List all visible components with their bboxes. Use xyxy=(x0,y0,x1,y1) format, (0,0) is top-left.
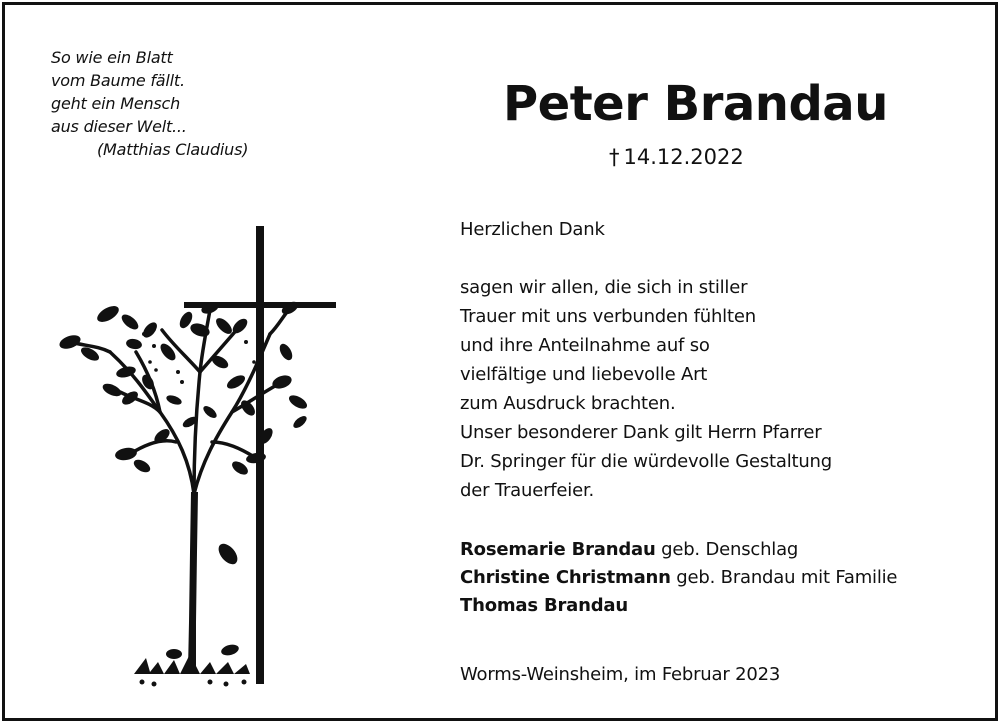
message-line: Trauer mit uns verbunden fühlten xyxy=(460,306,756,327)
signers-list xyxy=(460,536,897,620)
message-line: vielfältige und liebevolle Art xyxy=(460,364,708,385)
message-line: der Trauerfeier. xyxy=(460,480,595,501)
thanks-heading: Herzlichen Dank xyxy=(460,219,605,240)
signer-row xyxy=(460,564,897,592)
signer-row xyxy=(460,536,897,564)
message-line: Unser besonderer Dank gilt Herrn Pfarrer xyxy=(460,422,822,443)
message-line: und ihre Anteilnahme auf so xyxy=(460,335,710,356)
death-cross-icon: † xyxy=(609,145,620,169)
message-line: sagen wir allen, die sich in stiller xyxy=(460,277,748,298)
tree-leaves xyxy=(58,299,310,686)
quote-line: So wie ein Blatt xyxy=(51,48,173,67)
signer-name: Christine Christmann xyxy=(460,567,671,588)
signer-name: Thomas Brandau xyxy=(460,595,628,616)
quote-line: geht ein Mensch xyxy=(51,94,181,113)
signer-suffix: geb. Denschlag xyxy=(655,539,799,560)
signer-name: Rosemarie Brandau xyxy=(460,539,656,560)
tree-and-cross-icon xyxy=(50,222,342,692)
deceased-name: Peter Brandau xyxy=(503,76,888,132)
quote-line: vom Baume fällt. xyxy=(51,71,185,90)
quote-author: (Matthias Claudius) xyxy=(97,140,249,159)
place-and-date: Worms-Weinsheim, im Februar 2023 xyxy=(460,664,781,685)
signer-row xyxy=(460,592,897,620)
tree-trunk xyxy=(188,492,198,670)
message-line: Dr. Springer für die würdevolle Gestaltung xyxy=(460,451,832,472)
quote-line: aus dieser Welt... xyxy=(51,117,187,136)
death-date: 14.12.2022 xyxy=(623,145,744,169)
message-line: zum Ausdruck brachten. xyxy=(460,393,676,414)
death-date-line xyxy=(609,143,744,171)
quote-block xyxy=(51,46,248,161)
thanks-message xyxy=(460,215,832,505)
signer-suffix: geb. Brandau mit Familie xyxy=(670,567,898,588)
